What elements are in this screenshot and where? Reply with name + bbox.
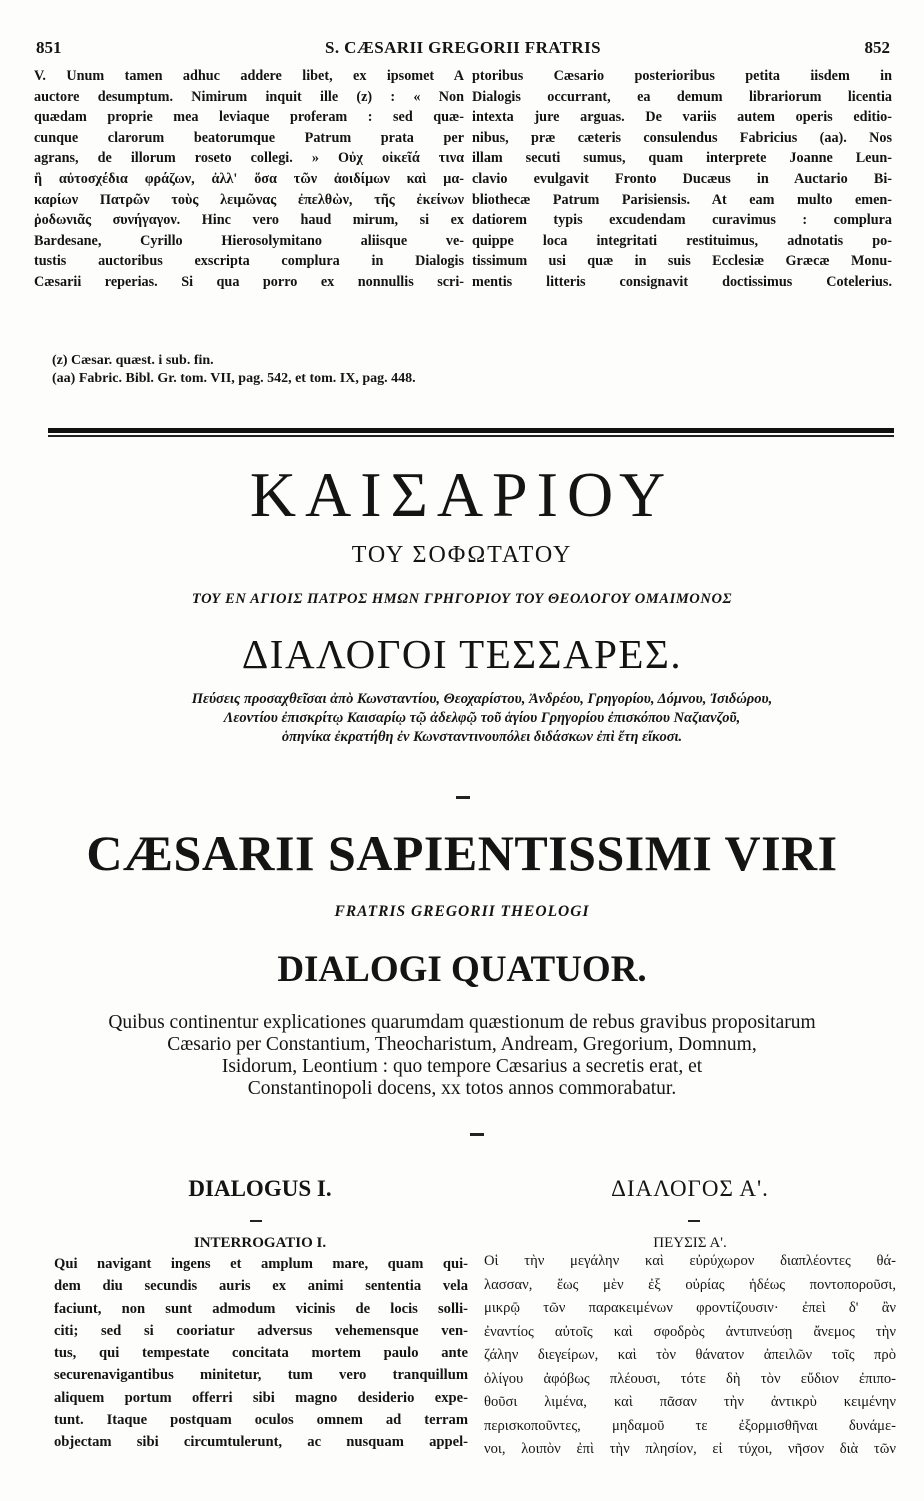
running-title: S. CÆSARII GREGORII FRATRIS (325, 38, 601, 57)
latin-work-title: DIALOGI QUATUOR. (277, 949, 647, 990)
text-line: Constantinopoli docens, xx totos annos commorabatur. (247, 1078, 677, 1099)
top-right-column (472, 66, 892, 293)
text-line: tissimum usi quæ in suis Ecclesiæ Græcæ Monu- (472, 253, 892, 270)
text-line: ὁπηνίκα ἐκρατήθη ἐν Κωνσταντινουπόλει διδάσκων ἐπὶ ἔτη εἴκοσι. (281, 729, 683, 745)
running-header (30, 38, 896, 60)
text-line: nibus, præ cæteris consulendus Fabricius (aa). Nos (472, 129, 892, 146)
text-line: μικρῷ τῶν παρακειμένων φροντίζουσιν· ἐπεὶ δ' ἂν (484, 1300, 896, 1316)
text-line: Οἱ τὴν μεγάλην καὶ εὐρύχωρον διαπλέοντες θά- (484, 1253, 896, 1269)
text-line: tunt. Itaque postquam oculos omnem ad terram (54, 1412, 468, 1429)
greek-work-title: ΔΙΑΛΟΓΟΙ ΤΕΣΣΑΡΕΣ. (241, 631, 683, 677)
text-line: Cæsarii reperias. Si qua porro ex nonnullis scri- (34, 273, 464, 290)
text-line: Isidorum, Leontium : quo tempore Cæsarius a secretis erat, et (221, 1056, 703, 1077)
footnote: (z) Cæsar. quæst. i sub. fin. (52, 353, 214, 368)
latin-description (40, 1012, 884, 1100)
greek-description (90, 690, 874, 747)
text-line: illam secuti sumus, quam interprete Joanne Leun- (472, 150, 892, 167)
text-line: quædam proprie mea leviaque proferam : sed quæ- (34, 109, 464, 126)
text-line: intexta jure arguas. De variis autem operis editio- (472, 109, 892, 126)
separator-dash (470, 1133, 484, 1136)
dialogue-heading-latin: DIALOGUS I. (188, 1176, 332, 1201)
separator-dash (688, 1220, 700, 1222)
text-line: ὀλίγου ἀφόβως πλέουσι, τότε δὴ τὸν εὔδιον ἐπιπο- (484, 1370, 896, 1387)
greek-subtitle: ΤΟΥ ΣΟΦΩΤΑΤΟΥ (351, 542, 573, 568)
footnotes (52, 352, 652, 388)
question-heading-greek: ΠΕΥΣΙΣ Α'. (653, 1235, 727, 1251)
text-line: Quibus continentur explicationes quarumdam quæstionum de rebus gravibus propositarum (108, 1012, 816, 1033)
text-line: clavio evulgavit Fronto Ducæus in Auctario Bi- (472, 170, 892, 187)
text-line: auctore desumptum. Nimirum inquit ille (z) : « Non (34, 88, 464, 105)
text-line: mentis litteris consignavit doctissimus Cotelerius. (472, 273, 892, 290)
text-line: objectam sibi circumtulerunt, ac nusquam appel- (54, 1434, 468, 1451)
greek-title: ΚΑΙΣΑΡΙΟΥ (249, 459, 675, 530)
text-line: agrans, de illorum roseto collegi. » Οὐχ οἰκεῖά τινα (34, 150, 464, 167)
text-line: citi; sed si cooriatur adversus vehemensque ven- (54, 1322, 468, 1339)
text-line: aliquem portum offerri sibi magno desiderio expe- (54, 1389, 468, 1406)
top-left-column (34, 66, 464, 293)
latin-title: CÆSARII SAPIENTISSIMI VIRI (86, 825, 838, 881)
text-line: quippe loca integritati restituimus, adnotatis po- (472, 232, 892, 249)
text-line: θοῦσι λιμένα, καὶ πᾶσαν τὴν ἀντικρὺ κειμένην (484, 1394, 896, 1410)
section-rule (48, 428, 894, 433)
section-rule-thin (48, 435, 894, 437)
text-line: ἐναντίος αὐτοῖς καὶ σφοδρὸς ἀντιπνεύσῃ ἄνεμος τὴν (484, 1323, 896, 1340)
text-line: tus, qui tempestate concitata mortem paulo ante (54, 1345, 468, 1362)
page-number-left: 851 (36, 38, 62, 57)
greek-attribution: ΤΟΥ ΕΝ ΑΓΙΟΙΣ ΠΑΤΡΟΣ ΗΜΩΝ ΓΡΗΓΟΡΙΟΥ ΤΟΥ ΘΕΟΛΟΓΟΥ ΟΜΑΙΜΟΝΟΣ (191, 591, 733, 607)
text-line: bliothecæ Patrum Parisiensis. At eam multo emen- (472, 191, 892, 208)
question-heading-latin: INTERROGATIO I. (193, 1235, 327, 1251)
text-line: securenavigantibus minitetur, tum vero tranquillum (54, 1367, 468, 1384)
text-line: Λεοντίου ἐπισκρίτῳ Καισαρίῳ τῷ ἀδελφῷ τοῦ ἁγίου Γρηγορίου ἐπισκόπου Ναζιανζοῦ, (223, 710, 741, 726)
text-line: ῥοδωνιᾶς συνήγαγον. Hinc vero haud mirum, si ex (34, 212, 464, 229)
text-line: tustis auctoribus exscripta complura in Dialogis (34, 253, 464, 270)
dialogue-text-latin (54, 1253, 468, 1454)
text-line: Bardesane, Cyrillo Hierosolymitano aliisque ve- (34, 232, 464, 249)
separator-dash (250, 1220, 262, 1222)
text-line: ζάλην διεγείρων, καὶ τὸν θάνατον ἀπειλῶν τοῖς πρὸ (484, 1347, 896, 1363)
text-line: V. Unum tamen adhuc addere libet, ex ipsomet A (34, 68, 464, 84)
text-line: ἢ αὐτοσχέδια φράζων, ἀλλ' ὅσα τῶν ἀοιδίμων καὶ μα- (34, 170, 464, 187)
text-line: Πεύσεις προσαχθεῖσαι ἀπὸ Κωνσταντίου, Θεοχαρίστου, Ἀνδρέου, Γρηγορίου, Δόμνου, Ἰσιδώρου, (191, 691, 773, 707)
dialogue-text-greek (484, 1250, 896, 1462)
text-line: Qui navigant ingens et amplum mare, quam qui- (54, 1256, 468, 1272)
text-line: Cæsario per Constantium, Theocharistum, Andream, Gregorium, Domnum, (167, 1034, 757, 1055)
text-line: Dialogis occurrant, ea demum librariorum licentia (472, 88, 892, 105)
separator-dash (456, 796, 470, 799)
text-line: νοι, λοιπὸν ἐπὶ τὴν πλησίον, εἰ τύχοι, νῆσον διὰ τῶν (484, 1441, 896, 1457)
text-line: λασσαν, ἕως μὲν ἐξ οὐρίας ἡδέως ποντοποροῦσι, (484, 1276, 896, 1293)
text-line: faciunt, non sunt admodum vicinis de locis solli- (54, 1300, 468, 1317)
text-line: περισκοποῦντες, μηδαμοῦ τε ἐξορμισθῆναι δυνάμε- (484, 1417, 896, 1434)
text-line: ptoribus Cæsario posterioribus petita iisdem in (472, 68, 892, 84)
page-number-right: 852 (864, 38, 890, 57)
footnote: (aa) Fabric. Bibl. Gr. tom. VII, pag. 542, et tom. IX, pag. 448. (52, 371, 416, 386)
latin-subtitle: FRATRIS GREGORII THEOLOGI (334, 903, 590, 920)
text-line: καρίων Πατρῶν τοὺς λειμῶνας ἐπελθὼν, τῆς ἐκείνων (34, 191, 464, 208)
text-line: datiorem typis excudendam curavimus : complura (472, 212, 892, 229)
dialogue-heading-greek: ΔΙΑΛΟΓΟΣ Α'. (611, 1176, 769, 1201)
text-line: cunque clarorum beatorumque Patrum prata per (34, 129, 464, 146)
text-line: dem diu secundis auris ex animi sententia vela (54, 1278, 468, 1295)
